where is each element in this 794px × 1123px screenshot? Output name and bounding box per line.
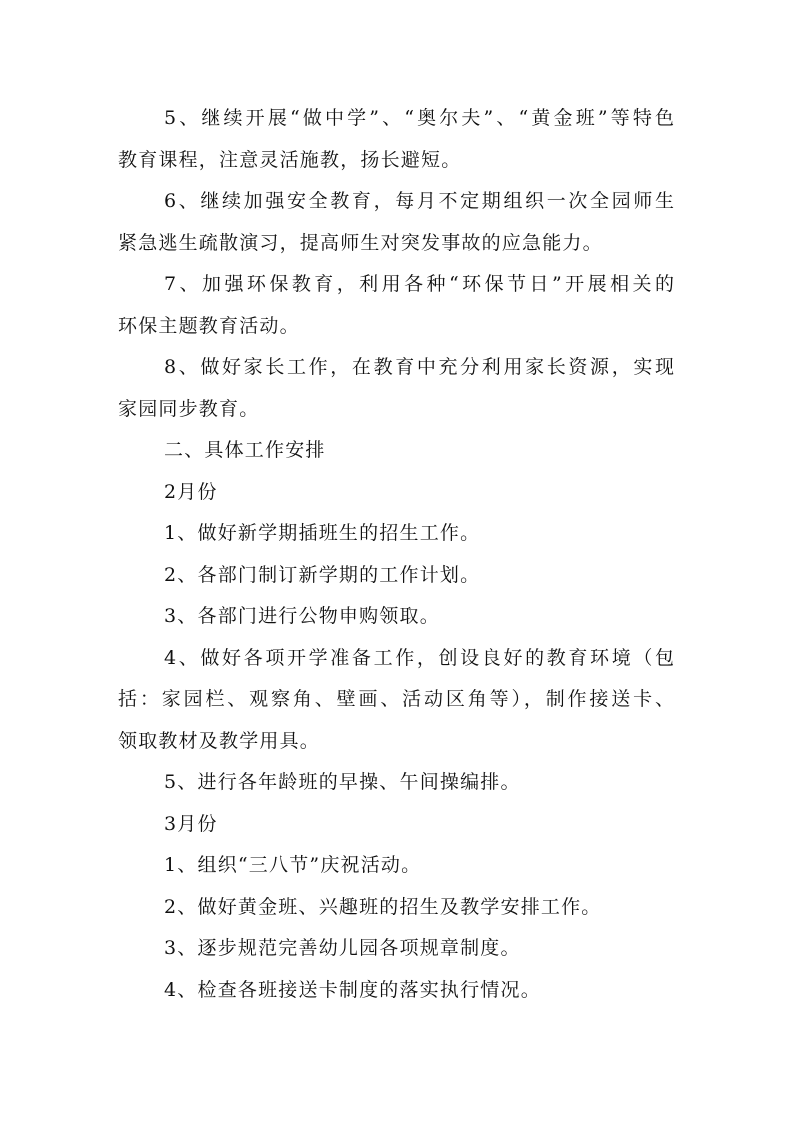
march-item-2: 2、做好黄金班、兴趣班的招生及教学安排工作。 [164,895,602,918]
text-line: 环保主题教育活动。 [118,314,300,337]
march-item-3: 3、逐步规范完善幼儿园各项规章制度。 [164,937,521,959]
paragraph-item-8 [118,347,678,430]
paragraph-item-7 [118,264,678,347]
text-line: 4、做好各项开学准备工作，创设良好的教育环境（包 [164,646,674,669]
february-item-3: 3、各部门进行公物申购领取。 [164,605,440,627]
text-line: 5、继续开展“做中学”、“奥尔夫”、“黄金班”等特色 [164,107,674,129]
document-body [118,98,678,1011]
february-item-1: 1、做好新学期插班生的招生工作。 [164,522,481,544]
text-line: 8、做好家长工作，在教育中充分利用家长资源，实现 [164,356,674,378]
text-line: 家园同步教育。 [118,397,260,420]
february-item-4 [118,638,678,763]
february-item-5: 5、进行各年龄班的早操、午间操编排。 [164,771,521,793]
text-line: 领取教材及教学用具。 [118,729,321,752]
text-line: 紧急逃生疏散演习，提高师生对突发事故的应急能力。 [118,231,603,254]
text-line: 教育课程，注意灵活施教，扬长避短。 [118,148,462,171]
month-heading-march: 3月份 [164,812,218,835]
text-line: 7、加强环保教育，利用各种“环保节日”开展相关的 [164,273,674,295]
march-item-4: 4、检查各班接送卡制度的落实执行情况。 [164,978,541,1001]
text-line: 6、继续加强安全教育，每月不定期组织一次全园师生 [164,190,674,212]
month-heading-february: 2月份 [164,480,218,503]
paragraph-item-6 [118,181,678,264]
text-line: 括：家园栏、观察角、壁画、活动区角等），制作接送卡、 [118,688,674,710]
paragraph-item-5 [118,98,678,181]
section-heading: 二、具体工作安排 [164,439,326,461]
march-item-1: 1、组织“三八节”庆祝活动。 [164,854,422,876]
february-item-2: 2、各部门制订新学期的工作计划。 [164,563,481,586]
